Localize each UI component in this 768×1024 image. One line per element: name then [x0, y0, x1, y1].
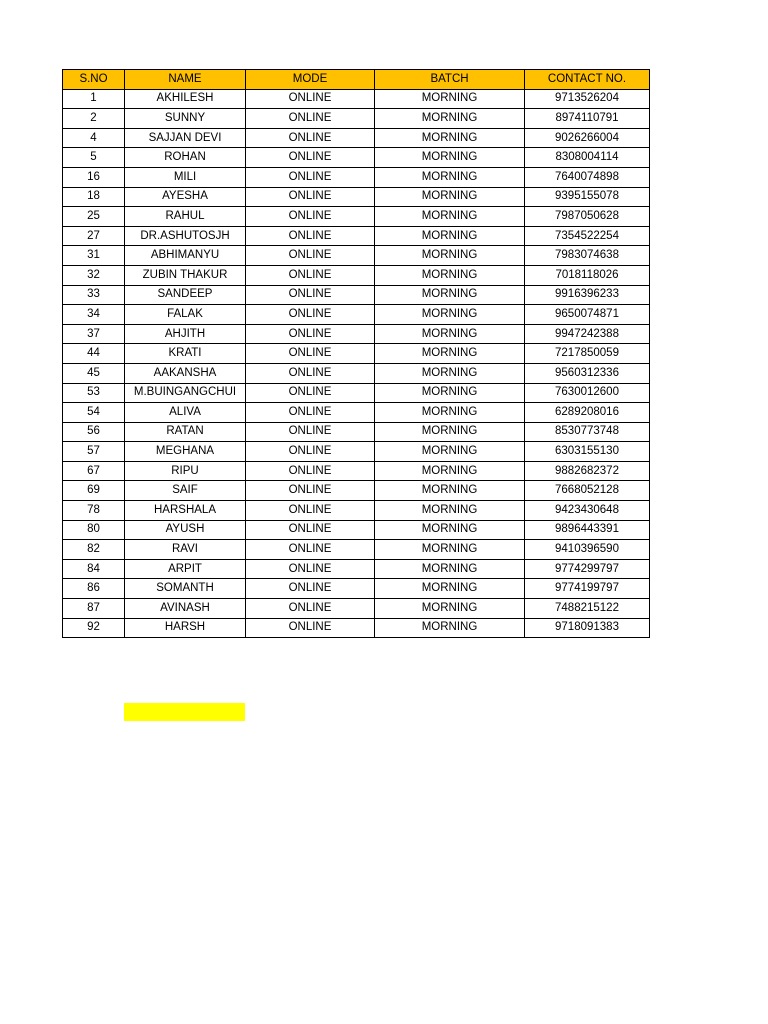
cell-name[interactable]: MEGHANA	[125, 442, 246, 462]
student-batch-table	[62, 69, 650, 638]
cell-name[interactable]: SANDEEP	[125, 285, 246, 305]
table-row	[63, 148, 650, 168]
table-row	[63, 618, 650, 638]
cell-name[interactable]: SAJJAN DEVI	[125, 128, 246, 148]
cell-sno[interactable]: 1	[63, 89, 125, 109]
cell-batch[interactable]: MORNING	[375, 187, 525, 207]
cell-sno[interactable]: 27	[63, 226, 125, 246]
cell-contact-no[interactable]: 7018118026	[525, 265, 650, 285]
table-row	[63, 305, 650, 325]
cell-batch[interactable]: MORNING	[375, 285, 525, 305]
cell-sno[interactable]: 92	[63, 618, 125, 638]
cell-mode[interactable]: ONLINE	[246, 305, 375, 325]
cell-mode[interactable]: ONLINE	[246, 461, 375, 481]
cell-name[interactable]: AKHILESH	[125, 89, 246, 109]
cell-sno[interactable]: 82	[63, 540, 125, 560]
cell-contact-no[interactable]: 7630012600	[525, 383, 650, 403]
cell-sno[interactable]: 33	[63, 285, 125, 305]
cell-mode[interactable]: ONLINE	[246, 383, 375, 403]
cell-sno[interactable]: 87	[63, 599, 125, 619]
cell-name[interactable]: ARPIT	[125, 559, 246, 579]
cell-contact-no[interactable]: 7354522254	[525, 226, 650, 246]
cell-batch[interactable]: MORNING	[375, 403, 525, 423]
cell-batch[interactable]: MORNING	[375, 128, 525, 148]
cell-contact-no[interactable]: 9947242388	[525, 324, 650, 344]
cell-mode[interactable]: ONLINE	[246, 109, 375, 129]
cell-contact-no[interactable]: 8974110791	[525, 109, 650, 129]
table-row	[63, 520, 650, 540]
cell-name[interactable]: KRATI	[125, 344, 246, 364]
cell-name[interactable]: ABHIMANYU	[125, 246, 246, 266]
header-name[interactable]: NAME	[125, 70, 246, 90]
cell-mode[interactable]: ONLINE	[246, 324, 375, 344]
cell-sno[interactable]: 86	[63, 579, 125, 599]
cell-name[interactable]: HARSH	[125, 618, 246, 638]
cell-sno[interactable]: 45	[63, 363, 125, 383]
cell-sno[interactable]: 78	[63, 501, 125, 521]
cell-batch[interactable]: MORNING	[375, 559, 525, 579]
cell-mode[interactable]: ONLINE	[246, 599, 375, 619]
cell-batch[interactable]: MORNING	[375, 540, 525, 560]
table-row	[63, 109, 650, 129]
cell-contact-no[interactable]: 7640074898	[525, 167, 650, 187]
cell-sno[interactable]: 31	[63, 246, 125, 266]
cell-contact-no[interactable]: 9423430648	[525, 501, 650, 521]
cell-name[interactable]: AHJITH	[125, 324, 246, 344]
cell-name[interactable]: AAKANSHA	[125, 363, 246, 383]
cell-name[interactable]: RAVI	[125, 540, 246, 560]
cell-contact-no[interactable]: 9896443391	[525, 520, 650, 540]
table-row	[63, 226, 650, 246]
cell-contact-no[interactable]: 9774299797	[525, 559, 650, 579]
cell-mode[interactable]: ONLINE	[246, 481, 375, 501]
cell-sno[interactable]: 2	[63, 109, 125, 129]
cell-sno[interactable]: 25	[63, 207, 125, 227]
table-row	[63, 207, 650, 227]
cell-sno[interactable]: 53	[63, 383, 125, 403]
cell-sno[interactable]: 16	[63, 167, 125, 187]
cell-mode[interactable]: ONLINE	[246, 344, 375, 364]
header-batch[interactable]: BATCH	[375, 70, 525, 90]
cell-contact-no[interactable]: 7668052128	[525, 481, 650, 501]
cell-batch[interactable]: MORNING	[375, 501, 525, 521]
cell-name[interactable]: RAHUL	[125, 207, 246, 227]
cell-mode[interactable]: ONLINE	[246, 363, 375, 383]
cell-contact-no[interactable]: 9560312336	[525, 363, 650, 383]
cell-name[interactable]: SAIF	[125, 481, 246, 501]
table-row	[63, 285, 650, 305]
cell-batch[interactable]: MORNING	[375, 265, 525, 285]
table-row	[63, 422, 650, 442]
cell-contact-no[interactable]: 6303155130	[525, 442, 650, 462]
table-row	[63, 481, 650, 501]
cell-name[interactable]: FALAK	[125, 305, 246, 325]
cell-contact-no[interactable]: 9882682372	[525, 461, 650, 481]
cell-sno[interactable]: 37	[63, 324, 125, 344]
cell-contact-no[interactable]: 8308004114	[525, 148, 650, 168]
cell-batch[interactable]: MORNING	[375, 246, 525, 266]
table-row	[63, 383, 650, 403]
cell-name[interactable]: SUNNY	[125, 109, 246, 129]
cell-mode[interactable]: ONLINE	[246, 285, 375, 305]
cell-mode[interactable]: ONLINE	[246, 187, 375, 207]
cell-batch[interactable]: MORNING	[375, 226, 525, 246]
header-contact-no[interactable]: CONTACT NO.	[525, 70, 650, 90]
table-row	[63, 246, 650, 266]
table-row	[63, 442, 650, 462]
cell-batch[interactable]: MORNING	[375, 599, 525, 619]
cell-name[interactable]: ZUBIN THAKUR	[125, 265, 246, 285]
table-row	[63, 599, 650, 619]
table-row	[63, 265, 650, 285]
header-sno[interactable]: S.NO	[63, 70, 125, 90]
cell-batch[interactable]: MORNING	[375, 481, 525, 501]
cell-contact-no[interactable]: 9713526204	[525, 89, 650, 109]
cell-sno[interactable]: 34	[63, 305, 125, 325]
table-row	[63, 403, 650, 423]
cell-batch[interactable]: MORNING	[375, 363, 525, 383]
cell-mode[interactable]: ONLINE	[246, 520, 375, 540]
cell-mode[interactable]: ONLINE	[246, 559, 375, 579]
cell-batch[interactable]: MORNING	[375, 89, 525, 109]
cell-contact-no[interactable]: 7488215122	[525, 599, 650, 619]
cell-batch[interactable]: MORNING	[375, 383, 525, 403]
table-row	[63, 501, 650, 521]
cell-name[interactable]: M.BUINGANGCHUI	[125, 383, 246, 403]
table-row	[63, 324, 650, 344]
cell-batch[interactable]: MORNING	[375, 442, 525, 462]
table-row	[63, 187, 650, 207]
cell-contact-no[interactable]: 6289208016	[525, 403, 650, 423]
cell-batch[interactable]: MORNING	[375, 579, 525, 599]
cell-mode[interactable]: ONLINE	[246, 128, 375, 148]
cell-sno[interactable]: 69	[63, 481, 125, 501]
table-row	[63, 344, 650, 364]
cell-contact-no[interactable]: 7987050628	[525, 207, 650, 227]
cell-mode[interactable]: ONLINE	[246, 246, 375, 266]
table-row	[63, 363, 650, 383]
cell-name[interactable]: ROHAN	[125, 148, 246, 168]
cell-sno[interactable]: 57	[63, 442, 125, 462]
cell-sno[interactable]: 5	[63, 148, 125, 168]
cell-contact-no[interactable]: 9916396233	[525, 285, 650, 305]
cell-contact-no[interactable]: 7217850059	[525, 344, 650, 364]
cell-batch[interactable]: MORNING	[375, 167, 525, 187]
cell-sno[interactable]: 44	[63, 344, 125, 364]
cell-batch[interactable]: MORNING	[375, 461, 525, 481]
cell-sno[interactable]: 4	[63, 128, 125, 148]
cell-contact-no[interactable]: 9026266004	[525, 128, 650, 148]
cell-name[interactable]: AVINASH	[125, 599, 246, 619]
cell-sno[interactable]: 67	[63, 461, 125, 481]
cell-batch[interactable]: MORNING	[375, 109, 525, 129]
cell-sno[interactable]: 80	[63, 520, 125, 540]
cell-name[interactable]: HARSHALA	[125, 501, 246, 521]
cell-mode[interactable]: ONLINE	[246, 226, 375, 246]
cell-mode[interactable]: ONLINE	[246, 422, 375, 442]
cell-name[interactable]: SOMANTH	[125, 579, 246, 599]
cell-sno[interactable]: 18	[63, 187, 125, 207]
cell-name[interactable]: AYUSH	[125, 520, 246, 540]
table-row	[63, 128, 650, 148]
highlighted-empty-cell[interactable]	[124, 703, 245, 721]
cell-batch[interactable]: MORNING	[375, 305, 525, 325]
table-body	[63, 89, 650, 638]
cell-batch[interactable]: MORNING	[375, 618, 525, 638]
cell-batch[interactable]: MORNING	[375, 207, 525, 227]
cell-contact-no[interactable]: 9395155078	[525, 187, 650, 207]
cell-name[interactable]: DR.ASHUTOSJH	[125, 226, 246, 246]
cell-mode[interactable]: ONLINE	[246, 167, 375, 187]
cell-name[interactable]: ALIVA	[125, 403, 246, 423]
cell-batch[interactable]: MORNING	[375, 148, 525, 168]
cell-mode[interactable]: ONLINE	[246, 148, 375, 168]
cell-mode[interactable]: ONLINE	[246, 540, 375, 560]
cell-mode[interactable]: ONLINE	[246, 265, 375, 285]
table-row	[63, 559, 650, 579]
cell-sno[interactable]: 54	[63, 403, 125, 423]
cell-sno[interactable]: 32	[63, 265, 125, 285]
cell-mode[interactable]: ONLINE	[246, 403, 375, 423]
table-row	[63, 89, 650, 109]
cell-mode[interactable]: ONLINE	[246, 207, 375, 227]
header-row	[63, 70, 650, 90]
cell-contact-no[interactable]: 7983074638	[525, 246, 650, 266]
table-row	[63, 167, 650, 187]
cell-batch[interactable]: MORNING	[375, 324, 525, 344]
header-mode[interactable]: MODE	[246, 70, 375, 90]
cell-batch[interactable]: MORNING	[375, 344, 525, 364]
cell-mode[interactable]: ONLINE	[246, 89, 375, 109]
cell-contact-no[interactable]: 9410396590	[525, 540, 650, 560]
table-row	[63, 461, 650, 481]
cell-name[interactable]: RIPU	[125, 461, 246, 481]
cell-contact-no[interactable]: 9650074871	[525, 305, 650, 325]
cell-sno[interactable]: 56	[63, 422, 125, 442]
table-row	[63, 579, 650, 599]
cell-mode[interactable]: ONLINE	[246, 579, 375, 599]
table-row	[63, 540, 650, 560]
cell-mode[interactable]: ONLINE	[246, 442, 375, 462]
cell-name[interactable]: RATAN	[125, 422, 246, 442]
cell-mode[interactable]: ONLINE	[246, 618, 375, 638]
cell-sno[interactable]: 84	[63, 559, 125, 579]
cell-contact-no[interactable]: 9774199797	[525, 579, 650, 599]
cell-contact-no[interactable]: 9718091383	[525, 618, 650, 638]
cell-mode[interactable]: ONLINE	[246, 501, 375, 521]
cell-batch[interactable]: MORNING	[375, 422, 525, 442]
cell-batch[interactable]: MORNING	[375, 520, 525, 540]
cell-name[interactable]: MILI	[125, 167, 246, 187]
cell-name[interactable]: AYESHA	[125, 187, 246, 207]
cell-contact-no[interactable]: 8530773748	[525, 422, 650, 442]
